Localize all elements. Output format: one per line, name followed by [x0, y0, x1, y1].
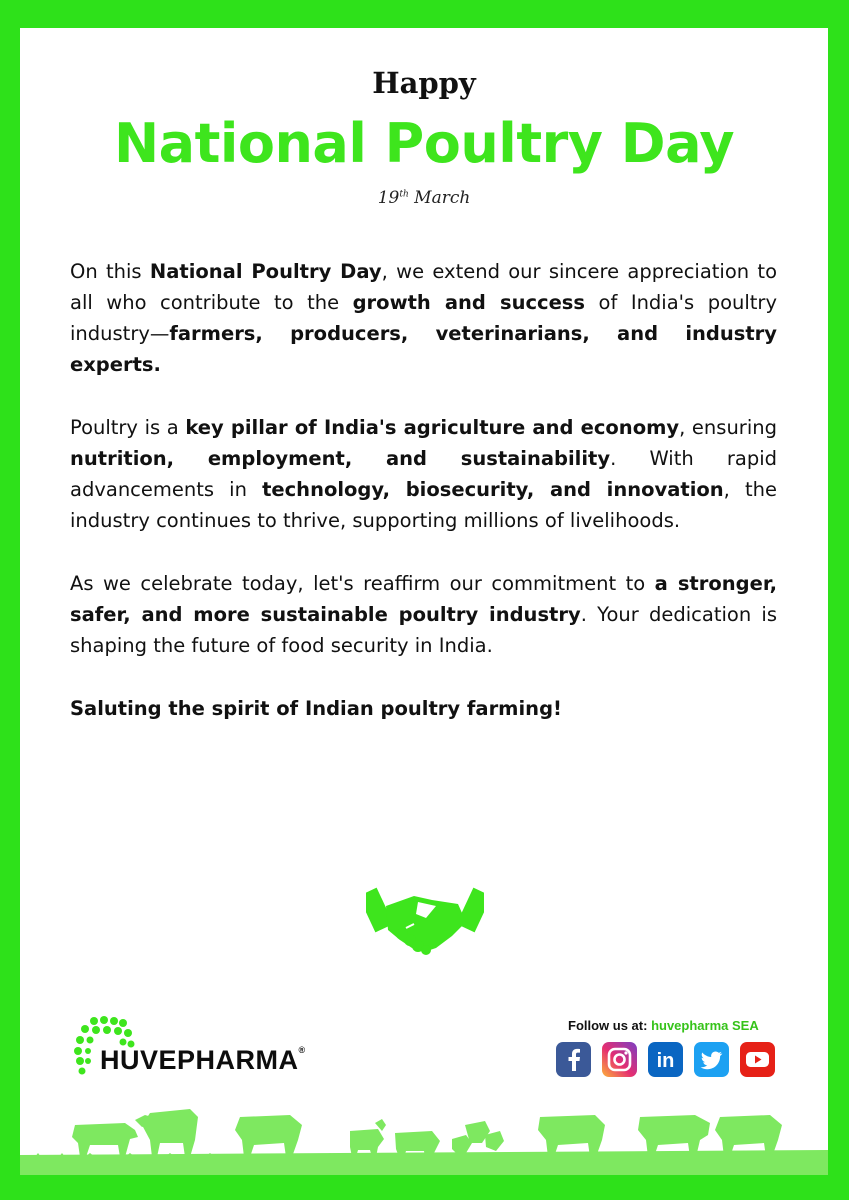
- farm-animals-silhouette: [20, 1095, 828, 1175]
- text-run: , ensuring: [679, 416, 777, 439]
- youtube-icon[interactable]: [740, 1042, 775, 1077]
- follow-us: [568, 1018, 788, 1033]
- text-run: , the industry continues to thrive, supporting millions of livelihoods.: [70, 478, 777, 532]
- facebook-icon[interactable]: [556, 1042, 591, 1077]
- text-run: of India's poultry industry—: [70, 291, 777, 345]
- text-run: As we celebrate today, let's reaffirm our commitment to: [70, 572, 655, 595]
- bold-text: a stronger, safer, and more sustainable poultry industry: [70, 572, 777, 626]
- handshake-icon: [366, 878, 484, 958]
- text-run: , we extend our sincere appreciation to all who contribute to the: [70, 260, 778, 314]
- brand-text: HUVEPHARMA: [100, 1045, 299, 1075]
- page-title: National Poultry Day: [113, 112, 735, 175]
- date-month: March: [414, 188, 471, 208]
- paragraph-3: [70, 568, 777, 661]
- bold-text: nutrition, employment, and sustainability: [70, 447, 611, 470]
- linkedin-text: in: [656, 1050, 675, 1072]
- paragraph-1: [70, 256, 777, 380]
- happy-heading: Happy: [372, 66, 476, 100]
- bold-text: Saluting the spirit of Indian poultry farming!: [70, 697, 562, 720]
- date-suffix: th: [399, 189, 409, 200]
- bold-text: key pillar of India's agriculture and economy: [185, 416, 680, 439]
- greeting-card: [20, 28, 828, 1175]
- brand-name: [100, 1045, 306, 1076]
- bold-text: technology, biosecurity, and innovation: [262, 478, 724, 501]
- text-run: On this: [70, 260, 150, 283]
- instagram-icon[interactable]: [602, 1042, 637, 1077]
- linkedin-icon[interactable]: [648, 1042, 683, 1077]
- text-run: . With rapid advancements in: [70, 447, 777, 501]
- text-run: Poultry is a: [70, 416, 186, 439]
- bold-text: National Poultry Day: [149, 260, 382, 283]
- event-date: [20, 188, 828, 208]
- twitter-icon[interactable]: [694, 1042, 729, 1077]
- paragraph-4: [70, 693, 777, 724]
- social-links: [556, 1042, 775, 1077]
- paragraph-2: [70, 412, 777, 536]
- follow-label: Follow us at:: [568, 1018, 652, 1033]
- registered-mark: ®: [298, 1045, 306, 1055]
- message-body: [70, 256, 777, 756]
- bold-text: growth and success: [352, 291, 586, 314]
- follow-handle[interactable]: huvepharma SEA: [651, 1018, 759, 1033]
- text-run: . Your dedication is shaping the future of food security in India.: [70, 603, 777, 657]
- date-day: 19: [377, 188, 400, 208]
- bold-text: farmers, producers, veterinarians, and industry experts.: [70, 322, 777, 376]
